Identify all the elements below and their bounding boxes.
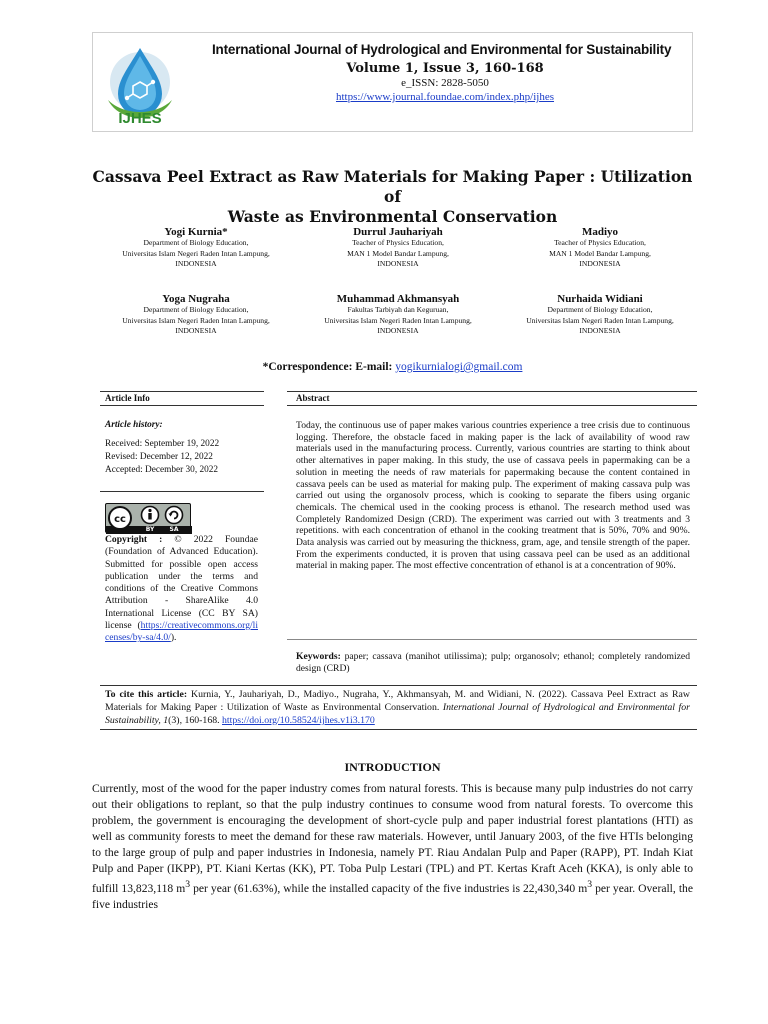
intro-sup-2: 3 xyxy=(587,879,593,890)
cc-by-sa-badge xyxy=(105,503,191,533)
copyright-end: ). xyxy=(170,632,177,644)
abstract-keywords-rule xyxy=(287,639,697,640)
author-block-2 xyxy=(298,226,498,270)
keywords-label: Keywords: xyxy=(296,651,341,662)
author-aff: INDONESIA xyxy=(579,259,621,268)
abstract-heading: Abstract xyxy=(296,393,330,403)
author-aff: INDONESIA xyxy=(175,326,217,335)
abstract-text: Today, the continuous use of paper makes various countries experience a tree crisis due to continuous logging. Therefore, the obstacle faced in making paper is the lack of availability of wood raw materials used in the manufacturing process. Currently, various countries are starting to think about other alternatives in paper making. In this study, the use of cassava peels in papermaking can be a solution in meeting the needs of raw materials for papermaking because the content contained in cassava peels can be used as material for making pulp. The experiment of making cassava pulp was carried out using the organosolv process, which is cooking to separate the fibers using organic chemicals. The chemical used in the cooking process is ethanol. The research method used was Completely Randomized Design (CRD). The experiment was carried out with 3 treatments and 3 repetitions. with each concentration of ethanol in the cooking treatment that is 50%, 70% and 90%. Data analysis was carried out by measuring the thickness, gram, age, and tensile strength of the paper. From the experiments conducted, it is proven that using cassava peel can be used as an additional material in making paper. The most effective concentration of ethanol is at a concentration of 90%. xyxy=(296,420,690,572)
keywords-text: paper; cassava (manihot utilissima); pulp; organosolv; ethanol; completely randomized design (CRD) xyxy=(296,651,690,674)
author-block-5 xyxy=(298,293,498,337)
author-aff: Department of Biology Education, xyxy=(143,238,249,247)
author-block-1 xyxy=(96,226,296,270)
abstract-bottom-rule xyxy=(287,405,697,406)
introduction-heading: INTRODUCTION xyxy=(344,760,441,774)
author-name: Durrul Jauhariyah xyxy=(353,226,443,238)
author-name: Muhammad Akhmansyah xyxy=(336,293,460,305)
journal-title: International Journal of Hydrological and Environmental for Sustainability xyxy=(212,42,672,57)
author-aff: Universitas Islam Negeri Raden Intan Lampung, xyxy=(122,315,270,325)
paper-title-line1: Cassava Peel Extract as Raw Materials for Making Paper : Utilization of xyxy=(92,167,693,206)
correspondence-email-link[interactable]: yogikurnialogi@gmail.com xyxy=(395,361,523,373)
introduction-paragraph xyxy=(92,781,693,913)
citation-doi-link[interactable]: https://doi.org/10.58524/ijhes.v1i3.170 xyxy=(222,714,375,726)
citation-text: Kurnia, Y., Jauhariyah, D., Madiyo., Nugraha, Y., Akhmansyah, M. and Widiani, N. (2022). Cassava Peel Extract as Raw Materials for Making Paper : Utilization of Waste as Environmental Conservation. xyxy=(105,689,690,713)
author-aff: MAN 1 Model Bandar Lampung, xyxy=(549,248,651,258)
citation-bottom-rule xyxy=(100,729,697,730)
author-block-3 xyxy=(500,226,700,270)
cc-by-label: BY xyxy=(145,526,155,533)
citation-block xyxy=(105,689,690,727)
copyright-notice xyxy=(105,534,258,645)
copyright-text: © 2022 Foundae (Foundation of Advanced Education). Submitted for possible open access publication under the terms and conditions of the Creative Commons Attribution - ShareAlike 4.0 International License (CC BY SA) license ( xyxy=(105,534,259,632)
author-aff: INDONESIA xyxy=(579,326,621,335)
svg-text:cc: cc xyxy=(114,514,126,525)
accepted-date: Accepted: December 30, 2022 xyxy=(105,465,219,475)
author-name: Yoga Nugraha xyxy=(162,293,230,305)
intro-text-c: per year. Overall, the five industries xyxy=(92,881,693,911)
author-aff: INDONESIA xyxy=(377,326,419,335)
author-aff: Teacher of Physics Education, xyxy=(554,238,646,247)
received-date: Received: September 19, 2022 xyxy=(105,439,220,449)
cc-sa-label: SA xyxy=(169,526,179,533)
author-aff: INDONESIA xyxy=(377,259,419,268)
license-link[interactable]: https://creativecommons.org/licenses/by-sa/4.0/ xyxy=(105,620,258,644)
article-info-bottom-rule xyxy=(100,405,264,406)
citation-top-rule xyxy=(100,685,697,686)
article-info-heading: Article Info xyxy=(105,393,150,403)
article-history-label: Article history: xyxy=(105,420,163,430)
article-info-mid-rule xyxy=(100,491,264,492)
article-info-top-rule xyxy=(100,391,264,392)
paper-title-line2: Waste as Environmental Conservation xyxy=(227,207,558,226)
abstract-top-rule xyxy=(287,391,697,392)
author-aff: INDONESIA xyxy=(175,259,217,268)
author-aff: Fakultas Tarbiyah dan Keguruan, xyxy=(347,305,449,314)
author-name: Nurhaida Widiani xyxy=(557,293,643,305)
journal-issn: e_ISSN: 2828-5050 xyxy=(401,77,489,89)
author-block-4 xyxy=(96,293,296,337)
author-aff: MAN 1 Model Bandar Lampung, xyxy=(347,248,449,258)
correspondence-label: *Correspondence: E-mail: xyxy=(262,361,396,373)
author-block-6 xyxy=(500,293,700,337)
copyright-label: Copyright : xyxy=(105,534,163,545)
paper-title xyxy=(92,167,693,227)
author-name: Yogi Kurnia* xyxy=(164,226,228,238)
revised-date: Revised: December 12, 2022 xyxy=(105,452,213,462)
author-aff: Department of Biology Education, xyxy=(143,305,249,314)
author-aff: Universitas Islam Negeri Raden Intan Lampung, xyxy=(324,315,472,325)
author-aff: Department of Biology Education, xyxy=(547,305,653,314)
intro-sup-1: 3 xyxy=(185,879,191,890)
citation-issue-pages: (3), 160-168. xyxy=(168,714,223,726)
author-name: Madiyo xyxy=(581,226,619,238)
citation-journal: International Journal of Hydrological and Environmental for Sustainability, 1 xyxy=(105,701,690,726)
journal-logo-text: IJHES xyxy=(118,110,162,127)
intro-text-a: Currently, most of the wood for the paper industry comes from natural forests. This is because many pulp industries do not carry out their obligations to replant, so that the pulp industry continues to consume wood from natural forests. To overcome this problem, the government is encouraging the development of short-cycle pulp and paper industrial forest plantations (HTI) as well as community forests to meet the demand for these raw materials. However, until January 2003, of the five HTIs belonging to the large group of pulp and paper industries in Indonesia, namely PT. Riau Andalan Pulp and Paper (RAPP), PT. Indah Kiat Pulp and Paper (IKPP), PT. Kiani Kertas (KK), PT. Toba Pulp Lestari (TPL) and PT. Kertas Kraft Aceh (KKA), is only able to fulfill 13,823,118 m xyxy=(92,782,693,895)
journal-url-wrap xyxy=(200,91,690,103)
author-aff: Teacher of Physics Education, xyxy=(352,238,444,247)
journal-volume: Volume 1, Issue 3, 160-168 xyxy=(346,61,544,76)
journal-url-link[interactable]: https://www.journal.foundae.com/index.php/ijhes xyxy=(335,91,555,103)
keywords-block xyxy=(296,651,690,674)
citation-label: To cite this article: xyxy=(105,689,188,700)
correspondence-line xyxy=(92,361,693,373)
intro-text-b: per year (61.63%), while the installed capacity of the five industries is 22,430,340 m xyxy=(190,881,588,895)
author-aff: Universitas Islam Negeri Raden Intan Lampung, xyxy=(526,315,674,325)
author-aff: Universitas Islam Negeri Raden Intan Lampung, xyxy=(122,248,270,258)
